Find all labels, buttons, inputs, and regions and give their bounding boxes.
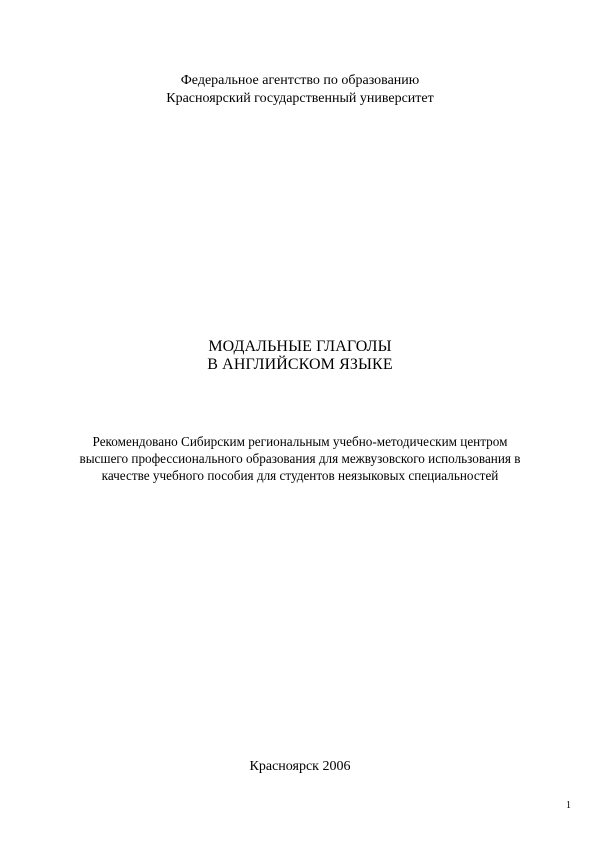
recommendation-line-2: высшего профессионального образования для межвузовского использования в <box>79 451 521 466</box>
recommendation-line-3: качестве учебного пособия для студентов неязыковых специальностей <box>101 468 499 483</box>
page-number: 1 <box>566 800 571 811</box>
document-title-line-2: В АНГЛИЙСКОМ ЯЗЫКЕ <box>207 356 393 373</box>
university-name: Красноярский государственный университет <box>166 91 434 106</box>
recommendation-line-1: Рекомендовано Сибирским региональным учебно-методическим центром <box>92 434 508 449</box>
agency-name: Федеральное агентство по образованию <box>180 73 420 88</box>
city-and-year: Красноярск 2006 <box>249 759 351 774</box>
document-title-line-1: МОДАЛЬНЫЕ ГЛАГОЛЫ <box>208 338 392 355</box>
